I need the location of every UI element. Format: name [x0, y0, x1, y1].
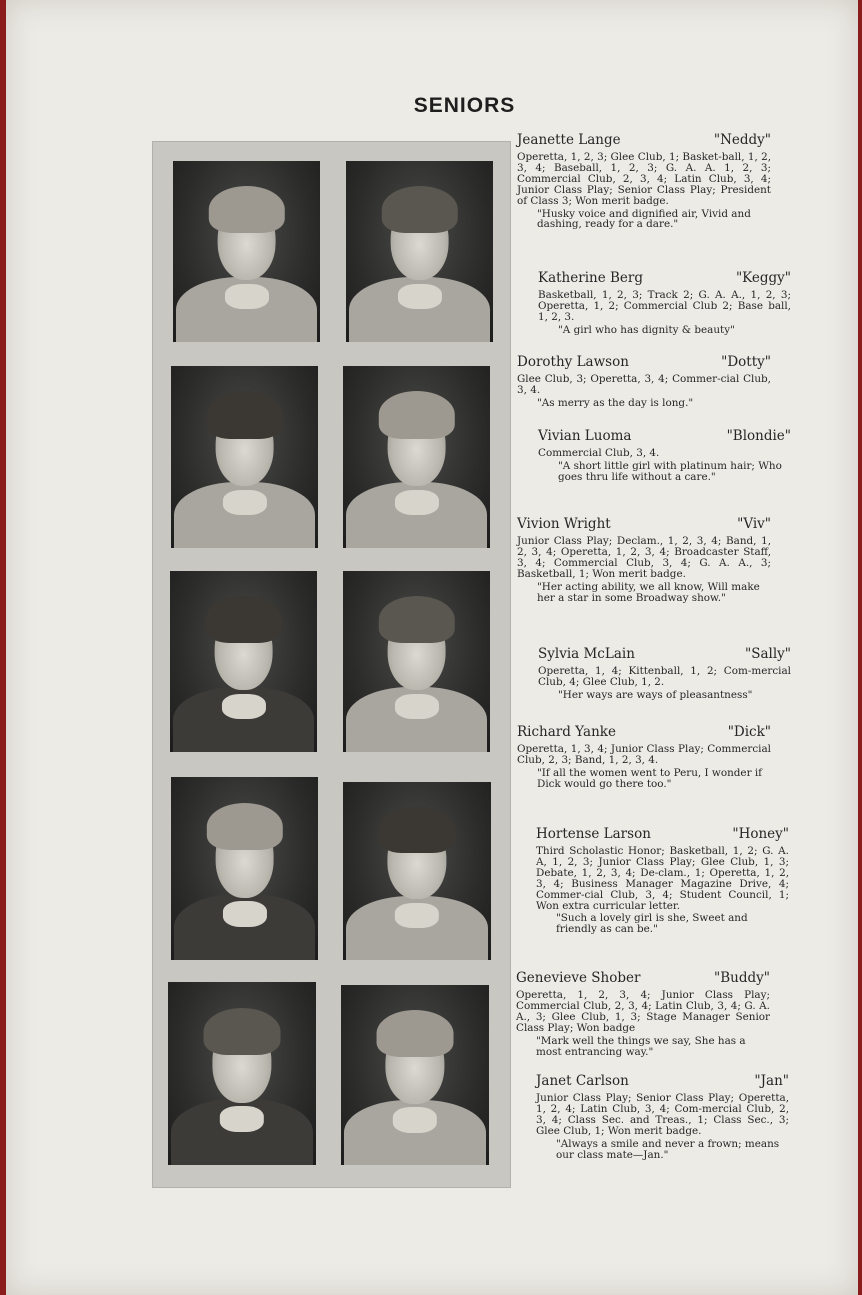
portrait-photo — [168, 982, 316, 1165]
student-nickname: "Viv" — [737, 516, 771, 532]
page-title: SENIORS — [413, 94, 516, 117]
student-entry — [517, 354, 771, 409]
student-record: Operetta, 1, 2, 3; Glee Club, 1; Basket-ball, 1, 2, 3, 4; Baseball, 1, 2, 3; G. A. A. 1, 2, 3; Commercial Club, 2, 3, 4; Latin Club, 3, 4; Junior Class Play; Senior Class Play; President of Class 3; Won merit badge. — [517, 151, 771, 207]
portrait-photo — [171, 777, 318, 960]
student-quote: "Her acting ability, we all know, Will make her a star in some Broadway show." — [537, 580, 760, 604]
portrait-photo — [343, 782, 491, 960]
student-quote: "Mark well the things we say, She has a most entrancing way." — [536, 1034, 746, 1058]
student-entry — [517, 724, 771, 790]
student-name: Jeanette Lange — [517, 132, 621, 148]
student-record: Operetta, 1, 3, 4; Junior Class Play; Commercial Club, 2, 3; Band, 1, 2, 3, 4. — [517, 743, 771, 766]
student-entry — [517, 132, 771, 230]
student-nickname: "Dick" — [727, 724, 771, 740]
portrait-photo — [341, 985, 489, 1165]
student-entry — [536, 826, 789, 935]
portrait-photo — [346, 161, 493, 342]
portrait-photo — [343, 366, 490, 548]
student-record: Junior Class Play; Senior Class Play; Operetta, 1, 2, 4; Latin Club, 3, 4; Com-mercial Club, 2, 3, 4; Class Sec. and Treas., 1; Class Sec., 3; Glee Club, 1; Won merit badge. — [536, 1092, 789, 1137]
portrait-photo — [173, 161, 320, 342]
portrait-photo — [171, 366, 318, 548]
student-name: Vivian Luoma — [538, 428, 632, 444]
student-entry — [538, 646, 791, 701]
student-record: Junior Class Play; Declam., 1, 2, 3, 4; Band, 1, 2, 3, 4; Operetta, 1, 2, 3, 4; Broadcaster Staff, 3, 4; Commercial Club, 3, 4; G. A. A., 3; Basketball, 1; Won merit badge. — [517, 535, 771, 580]
student-name: Janet Carlson — [536, 1073, 629, 1089]
student-entry — [538, 428, 791, 483]
student-quote: "Always a smile and never a frown; means our class mate—Jan." — [556, 1137, 780, 1161]
student-name: Richard Yanke — [517, 724, 616, 740]
student-nickname: "Sally" — [745, 646, 791, 662]
student-name: Dorothy Lawson — [517, 354, 629, 370]
student-name: Hortense Larson — [536, 826, 651, 842]
student-entry — [517, 516, 771, 603]
student-quote: "A short little girl with platinum hair; Who goes thru life without a care." — [558, 459, 782, 483]
student-quote: "As merry as the day is long." — [537, 396, 694, 409]
student-nickname: "Blondie" — [726, 428, 791, 444]
student-nickname: "Buddy" — [714, 970, 770, 986]
portrait-photo — [343, 571, 490, 752]
student-nickname: "Neddy" — [713, 132, 771, 148]
student-name: Vivion Wright — [517, 516, 611, 532]
student-entry — [516, 970, 770, 1057]
student-quote: "If all the women went to Peru, I wonder if Dick would go there too." — [537, 766, 763, 790]
student-nickname: "Jan" — [754, 1073, 789, 1089]
student-entry — [536, 1073, 789, 1160]
yearbook-page — [6, 0, 858, 1295]
photo-panel — [152, 141, 511, 1188]
student-name: Genevieve Shober — [516, 970, 641, 986]
student-quote: "Such a lovely girl is she, Sweet and friendly as can be." — [556, 912, 748, 936]
student-nickname: "Dotty" — [721, 354, 771, 370]
student-record: Operetta, 1, 4; Kittenball, 1, 2; Com-mercial Club, 4; Glee Club, 1, 2. — [538, 665, 791, 688]
student-name: Sylvia McLain — [538, 646, 635, 662]
student-entry — [538, 270, 791, 336]
student-record: Basketball, 1, 2, 3; Track 2; G. A. A., 1, 2, 3; Operetta, 1, 2; Commercial Club 2; Base ball, 1, 2, 3. — [538, 289, 791, 323]
student-name: Katherine Berg — [538, 270, 643, 286]
portrait-photo — [170, 571, 317, 752]
student-quote: "Husky voice and dignified air, Vivid and dashing, ready for a dare." — [537, 207, 751, 231]
student-nickname: "Honey" — [732, 826, 789, 842]
student-record: Commercial Club, 3, 4. — [538, 447, 660, 459]
student-quote: "Her ways are ways of pleasantness" — [558, 688, 753, 701]
student-record: Third Scholastic Honor; Basketball, 1, 2; G. A. A, 1, 2, 3; Junior Class Play; Glee Club, 1, 3; Debate, 1, 2, 3, 4; De-clam., 1; Operetta, 1, 2, 3, 4; Business Manager Magazine Drive, 4; Commer-cial Club, 3, 4; Student Council, 1; Won extra curricular letter. — [536, 845, 789, 912]
student-nickname: "Keggy" — [735, 270, 791, 286]
student-quote: "A girl who has dignity & beauty" — [558, 323, 735, 336]
student-record: Operetta, 1, 2, 3, 4; Junior Class Play; Commercial Club, 2, 3, 4; Latin Club, 3, 4; G. A. A., 3; Glee Club, 1, 3; Stage Manager Senior Class Play; Won badge — [516, 989, 770, 1034]
student-record: Glee Club, 3; Operetta, 3, 4; Commer-cial Club, 3, 4. — [517, 373, 771, 396]
